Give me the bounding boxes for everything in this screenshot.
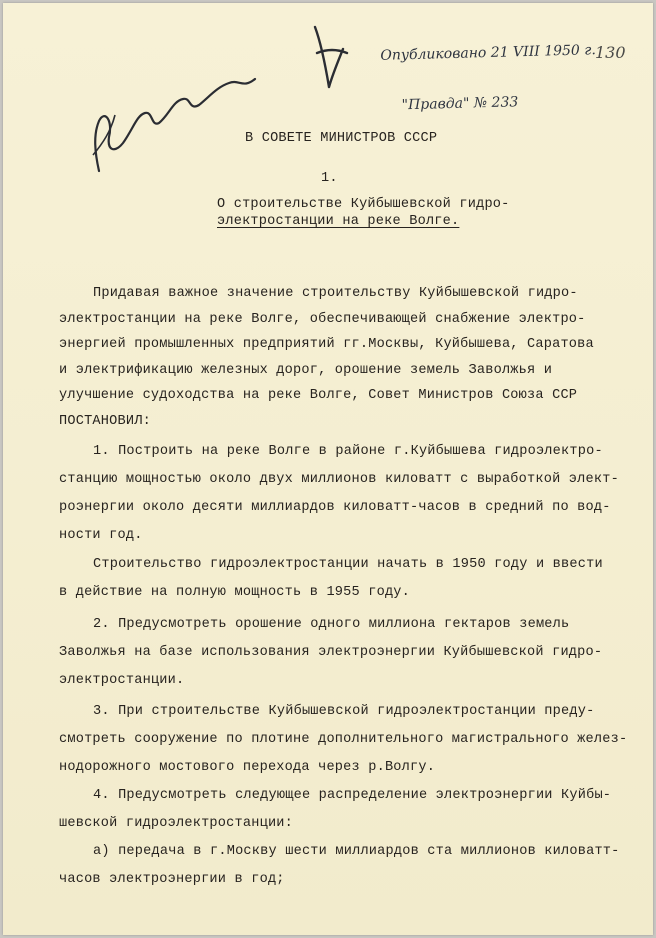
title-line-1: О строительстве Куйбышевской гидро- [217,197,510,212]
typed-line: ПОСТАНОВИЛ: [59,413,151,429]
typed-line: Заволжья на базе использования электроэнергии Куйбышевской гидро- [59,645,603,660]
typed-line: в действие на полную мощность в 1955 году. [59,585,411,600]
heading-item-number: 1. [321,171,338,186]
paragraph-4a [59,808,620,924]
typed-line: 4. Предусмотреть следующее распределение электроэнергии Куйбы- [93,788,612,803]
typed-line: 1. Построить на реке Волге в районе г.Куйбышева гидроэлектро- [93,444,603,459]
page-number: 130 [595,43,626,62]
typed-line: шевской гидроэлектростанции: [59,816,294,831]
typed-line: 2. Предусмотреть орошение одного миллиона гектаров земель [93,617,570,632]
typed-line: 3. При строительстве Куйбышевской гидроэлектростанции преду- [93,704,595,719]
publication-note-line-1: Опубликовано 21 VIII 1950 г. [380,42,597,64]
document-page [3,3,653,935]
typed-line: ности год. [59,528,143,543]
typed-line: электростанции на реке Волге, обеспечивающей снабжение электро- [59,311,586,327]
typed-line: смотреть сооружение по плотине дополнительного магистрального желез- [59,732,628,747]
typed-line: а) передача в г.Москву шести миллиардов ста миллионов киловатт- [93,844,620,859]
typed-line: энергией промышленных предприятий гг.Москвы, Куйбышева, Саратова [59,337,594,352]
typed-line: улучшение судоходства на реке Волге, Совет Министров Союза ССР [59,388,578,403]
typed-line: роэнергии около десяти миллиардов киловатт-часов в средний по вод- [59,500,611,515]
typed-line: станцию мощностью около двух миллионов киловатт с выработкой элект- [59,472,619,487]
check-signature [315,27,347,87]
typed-line: и электрификацию железных дорог, орошение земель Заволжья и [59,362,553,378]
typed-line: часов электроэнергии в год; [59,872,285,887]
typed-line: Придавая важное значение строительству Куйбышевской гидро- [93,286,578,301]
typed-line: нодорожного мостового перехода через р.Волгу. [59,760,436,775]
typed-line: Строительство гидроэлектростанции начать в 1950 году и ввести [93,557,603,572]
publication-note-line-2: "Правда" № 233 [401,94,519,114]
paragraph-4a-lines [59,838,620,894]
typed-line: электростанции. [59,673,185,688]
title-line-2: электростанции на реке Волге. [217,214,460,229]
heading-org: В СОВЕТЕ МИНИСТРОВ СССР [245,131,438,146]
